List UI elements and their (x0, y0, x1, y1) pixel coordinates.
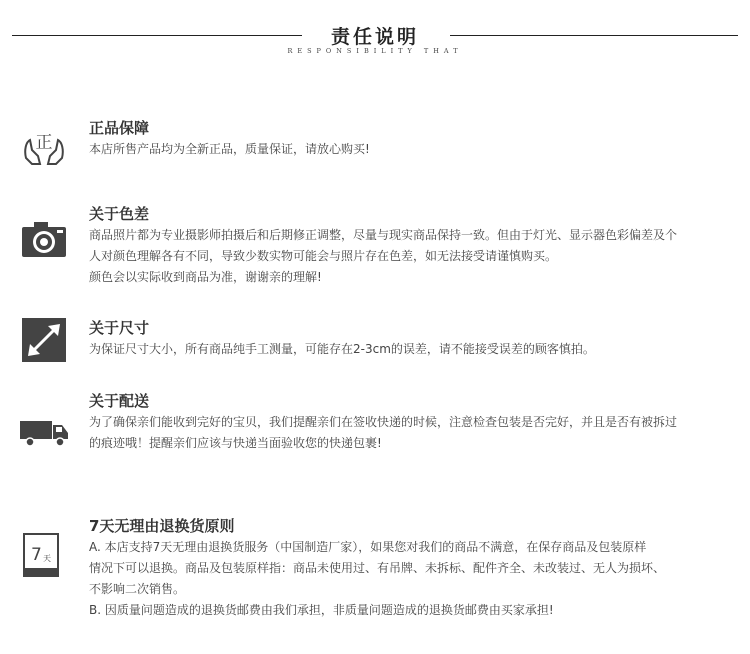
section-text: 不影响二次销售。 (89, 582, 186, 596)
section-text: 颜色会以实际收到商品为准，谢谢亲的理解! (89, 270, 322, 284)
section-text: B. 因质量问题造成的退换货邮费由我们承担，非质量问题造成的退换货邮费由买家承担! (89, 603, 554, 617)
section-title: 正品保障 (89, 119, 150, 137)
section-title: 关于尺寸 (89, 319, 150, 337)
section-text: 为保证尺寸大小，所有商品纯手工测量，可能存在2-3cm的误差，请不能接受误差的顾客慎拍。 (89, 342, 595, 356)
section-text: 的痕迹哦！提醒亲们应该与快递当面验收您的快递包裹! (89, 436, 382, 450)
section-title: 关于配送 (89, 392, 150, 410)
section-text: 本店所售产品均为全新正品，质量保证，请放心购买! (89, 142, 370, 156)
section-title: 关于色差 (89, 205, 150, 223)
seven-day-unit: 天 (43, 554, 51, 563)
diagonal-arrow-icon (18, 314, 70, 366)
section-text: 情况下可以退换。商品及包装原样指：商品未使用过、有吊牌、未拆标、配件齐全、未改装过、无人为损坏、 (89, 561, 666, 575)
section-title: 7天无理由退换货原则 (89, 517, 235, 535)
zheng-hands-icon (18, 120, 70, 172)
page-title: 责任说明 (330, 26, 419, 48)
camera-icon (18, 212, 70, 264)
section-text: 为了确保亲们能收到完好的宝贝，我们提醒亲们在签收快递的时候，注意检查包装是否完好，并且是否有被拆过 (89, 415, 678, 429)
page-header (0, 0, 750, 70)
page-subtitle: RESPONSIBILITY THAT (287, 47, 463, 55)
seven-day-icon (18, 530, 70, 582)
truck-icon (18, 405, 70, 457)
section-text: 商品照片都为专业摄影师拍摄后和后期修正调整，尽量与现实商品保持一致。但由于灯光、显示器色彩偏差及个 (89, 228, 678, 242)
section-text: A. 本店支持7天无理由退换货服务（中国制造厂家），如果您对我们的商品不满意，在保存商品及包装原样 (89, 540, 647, 554)
svg-text:正: 正 (35, 133, 53, 153)
section-text: 人对颜色理解各有不同，导致少数实物可能会与照片存在色差，如无法接受请谨慎购买。 (89, 249, 558, 263)
seven-day-number: 7 (31, 545, 42, 565)
